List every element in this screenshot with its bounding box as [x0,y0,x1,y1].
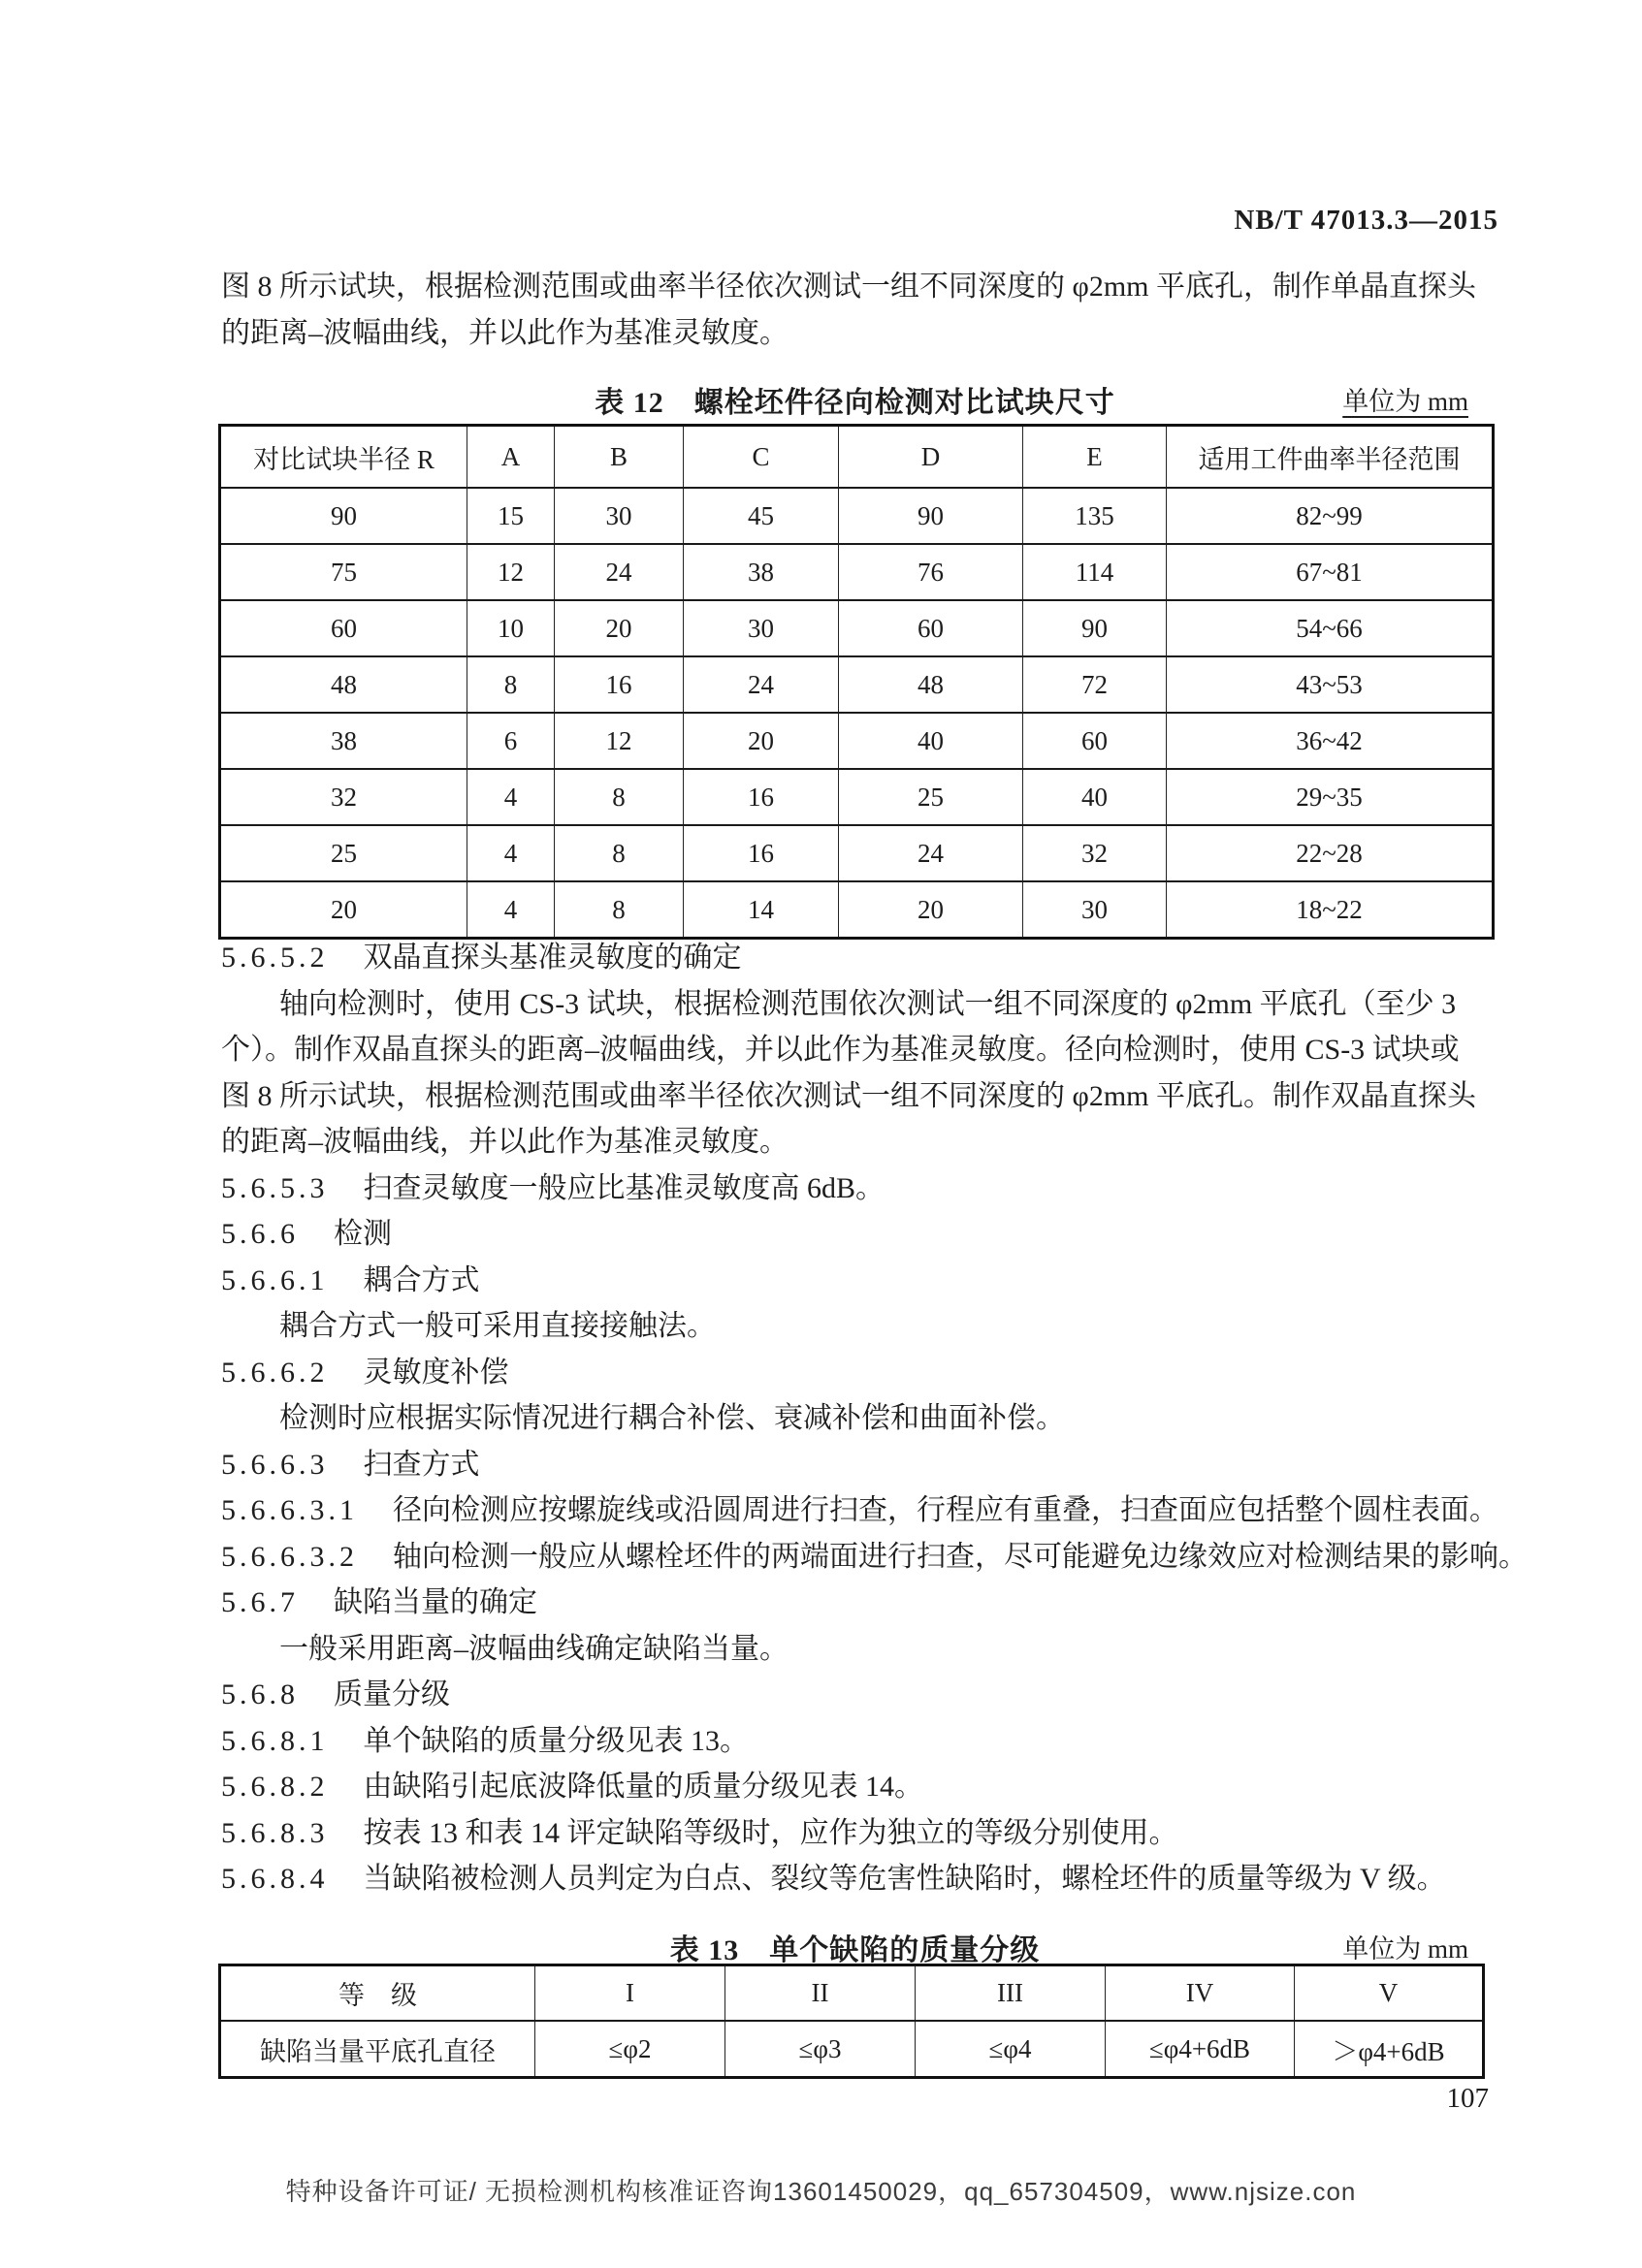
row-label: 缺陷当量平底孔直径 [220,2021,535,2078]
section-heading [221,1211,1503,1258]
table13-caption-row [218,1926,1492,1965]
table-header-row [220,426,1494,489]
page-number: 107 [1446,2083,1489,2114]
table-row [220,544,1494,600]
column-header: 对比试块半径 R [220,426,467,489]
table-cell: 30 [1023,881,1167,939]
table-cell: 36~42 [1167,713,1494,769]
table-cell: 30 [555,488,684,544]
table-row [220,600,1494,656]
section-number: 5.6.8.3 [221,1816,329,1849]
section-heading [221,1718,1503,1765]
footer-watermark: 特种设备许可证/ 无损检测机构核准证咨询13601450029，qq_657304509，www.njsize.con [285,2177,1357,2206]
section-text: 图 8 所示试块，根据检测范围或曲率半径依次测试一组不同深度的 φ2mm 平底孔。制作双晶直探头 [221,1079,1476,1112]
table-cell: 60 [220,600,467,656]
section-line [221,1303,1503,1350]
table-cell: 48 [220,656,467,713]
section-number: 5.6.8.2 [221,1771,329,1803]
column-header: B [555,426,684,489]
table12-caption: 表 12 螺栓坯件径向检测对比试块尺寸 [595,387,1115,419]
table12-unit-label: 单位为 mm [1342,387,1468,416]
table-cell: ≤φ4+6dB [1106,2021,1295,2078]
table-row [220,881,1494,939]
table-cell: 40 [839,713,1023,769]
section-number: 5.6.6.2 [221,1356,329,1389]
section-heading [221,1350,1503,1396]
table-cell: 15 [467,488,555,544]
table-cell: 8 [555,881,684,939]
table-cell: 76 [839,544,1023,600]
column-header: D [839,426,1023,489]
intro-line: 的距离–波幅曲线，并以此作为基准灵敏度。 [221,317,789,349]
table-cell: 48 [839,656,1023,713]
table-cell: 43~53 [1167,656,1494,713]
table-cell: 18~22 [1167,881,1494,939]
section-text: 轴向检测时，使用 CS-3 试块，根据检测范围依次测试一组不同深度的 φ2mm 平底孔（至少 3 [279,987,1457,1020]
section-text: 耦合方式 [363,1263,480,1296]
sections-block [221,935,1528,1902]
table-cell: 25 [839,769,1023,825]
table-cell: 24 [839,825,1023,881]
table-cell: 16 [555,656,684,713]
column-header: E [1023,426,1167,489]
section-heading [221,1442,1503,1488]
table-cell: 90 [220,488,467,544]
section-text: 质量分级 [334,1678,450,1710]
table-cell: 67~81 [1167,544,1494,600]
column-header: A [467,426,555,489]
table-cell: 8 [467,656,555,713]
table-cell: 45 [684,488,839,544]
table-cell: 54~66 [1167,600,1494,656]
section-number: 5.6.6.3 [221,1448,329,1481]
section-text: 当缺陷被检测人员判定为白点、裂纹等危害性缺陷时，螺栓坯件的质量等级为 V 级。 [363,1863,1446,1895]
table-cell: 29~35 [1167,769,1494,825]
table-cell: 16 [684,769,839,825]
table-cell: 4 [467,881,555,939]
table-cell: 20 [555,600,684,656]
section-text: 由缺陷引起底波降低量的质量分级见表 14。 [363,1771,923,1803]
section-text: 个）。制作双晶直探头的距离–波幅曲线，并以此作为基准灵敏度。径向检测时，使用 CS-3 试块或 [221,1034,1460,1066]
table-row [220,825,1494,881]
section-text: 缺陷当量的确定 [334,1586,537,1618]
section-heading [221,1764,1503,1810]
table-cell: 90 [839,488,1023,544]
table-row [220,769,1494,825]
table12-caption-row [218,378,1492,417]
table-row [220,713,1494,769]
table-cell: 4 [467,769,555,825]
table13-caption: 表 13 单个缺陷的质量分级 [669,1934,1041,1966]
section-number: 5.6.5.3 [221,1171,329,1204]
section-heading [221,1672,1503,1718]
table13-unit-label: 单位为 mm [1342,1934,1468,1964]
table-cell: 16 [684,825,839,881]
section-text: 检测时应根据实际情况进行耦合补偿、衰减补偿和曲面补偿。 [279,1402,1065,1434]
section-text: 灵敏度补偿 [363,1356,509,1389]
section-number: 5.6.8.4 [221,1863,329,1895]
standard-code: NB/T 47013.3—2015 [1234,205,1498,236]
section-heading [221,1856,1503,1902]
table-cell: 38 [220,713,467,769]
section-text: 扫查灵敏度一般应比基准灵敏度高 6dB。 [363,1171,885,1204]
table-cell: 60 [839,600,1023,656]
table-cell: 60 [1023,713,1167,769]
table-cell: 10 [467,600,555,656]
table-cell: 72 [1023,656,1167,713]
section-text: 检测 [334,1218,392,1250]
column-header: IV [1106,1965,1295,2022]
column-header: I [535,1965,725,2022]
section-text: 一般采用距离–波幅曲线确定缺陷当量。 [279,1632,789,1665]
table-cell: 114 [1023,544,1167,600]
table-row [220,2021,1484,2078]
section-line [221,981,1503,1028]
intro-paragraph [221,264,1497,357]
table-cell: 32 [1023,825,1167,881]
column-header: III [916,1965,1106,2022]
table-cell: 32 [220,769,467,825]
table-cell: 30 [684,600,839,656]
table-13 [218,1964,1485,2079]
section-text: 耦合方式一般可采用直接接触法。 [279,1310,716,1342]
section-number: 5.6.8.1 [221,1724,329,1757]
table-cell: 25 [220,825,467,881]
section-heading [221,1580,1503,1626]
table-cell: 135 [1023,488,1167,544]
table-row [220,488,1494,544]
section-line [221,1119,1503,1166]
section-number: 5.6.6.3.2 [221,1540,358,1573]
table-row [220,656,1494,713]
table-cell: 38 [684,544,839,600]
column-header: 适用工件曲率半径范围 [1167,426,1494,489]
table-12 [218,424,1495,940]
table-cell: 8 [555,825,684,881]
table-cell: ≤φ3 [725,2021,916,2078]
table-cell: 12 [555,713,684,769]
table-cell: 12 [467,544,555,600]
section-heading [221,1487,1503,1534]
section-heading [221,935,1503,981]
section-number: 5.6.5.2 [221,942,329,974]
column-header: 等 级 [220,1965,535,2022]
table-cell: ≤φ2 [535,2021,725,2078]
section-number: 5.6.8 [221,1678,299,1710]
section-text: 双晶直探头基准灵敏度的确定 [363,942,742,974]
section-line [221,1073,1503,1120]
section-line [221,1395,1503,1442]
section-heading [221,1534,1528,1581]
table-cell: 75 [220,544,467,600]
table-cell: 20 [839,881,1023,939]
table-cell: 24 [555,544,684,600]
table-cell: 90 [1023,600,1167,656]
table-cell: ＞φ4+6dB [1295,2021,1484,2078]
table-cell: 20 [220,881,467,939]
table-cell: 22~28 [1167,825,1494,881]
table-cell: 24 [684,656,839,713]
column-header: C [684,426,839,489]
section-heading [221,1810,1503,1857]
table-cell: 6 [467,713,555,769]
section-text: 径向检测应按螺旋线或沿圆周进行扫查，行程应有重叠，扫查面应包括整个圆柱表面。 [393,1494,1498,1526]
column-header: II [725,1965,916,2022]
table-cell: 82~99 [1167,488,1494,544]
section-text: 扫查方式 [363,1448,480,1481]
column-header: V [1295,1965,1484,2022]
table-cell: 40 [1023,769,1167,825]
section-number: 5.6.7 [221,1586,299,1618]
table-cell: 14 [684,881,839,939]
section-text: 按表 13 和表 14 评定缺陷等级时，应作为独立的等级分别使用。 [363,1816,1178,1849]
table-cell: 8 [555,769,684,825]
section-heading [221,1258,1503,1304]
section-text: 的距离–波幅曲线，并以此作为基准灵敏度。 [221,1126,789,1158]
section-heading [221,1166,1503,1212]
table-cell: ≤φ4 [916,2021,1106,2078]
section-text: 单个缺陷的质量分级见表 13。 [363,1724,749,1757]
section-number: 5.6.6 [221,1218,299,1250]
table-cell: 20 [684,713,839,769]
section-text: 轴向检测一般应从螺栓坯件的两端面进行扫查，尽可能避免边缘效应对检测结果的影响。 [393,1540,1528,1573]
section-number: 5.6.6.3.1 [221,1494,358,1526]
table-cell: 4 [467,825,555,881]
table-header-row [220,1965,1484,2022]
intro-line: 图 8 所示试块，根据检测范围或曲率半径依次测试一组不同深度的 φ2mm 平底孔，制作单晶直探头 [221,271,1476,303]
section-line [221,1027,1503,1073]
section-line [221,1626,1503,1673]
section-number: 5.6.6.1 [221,1263,329,1296]
